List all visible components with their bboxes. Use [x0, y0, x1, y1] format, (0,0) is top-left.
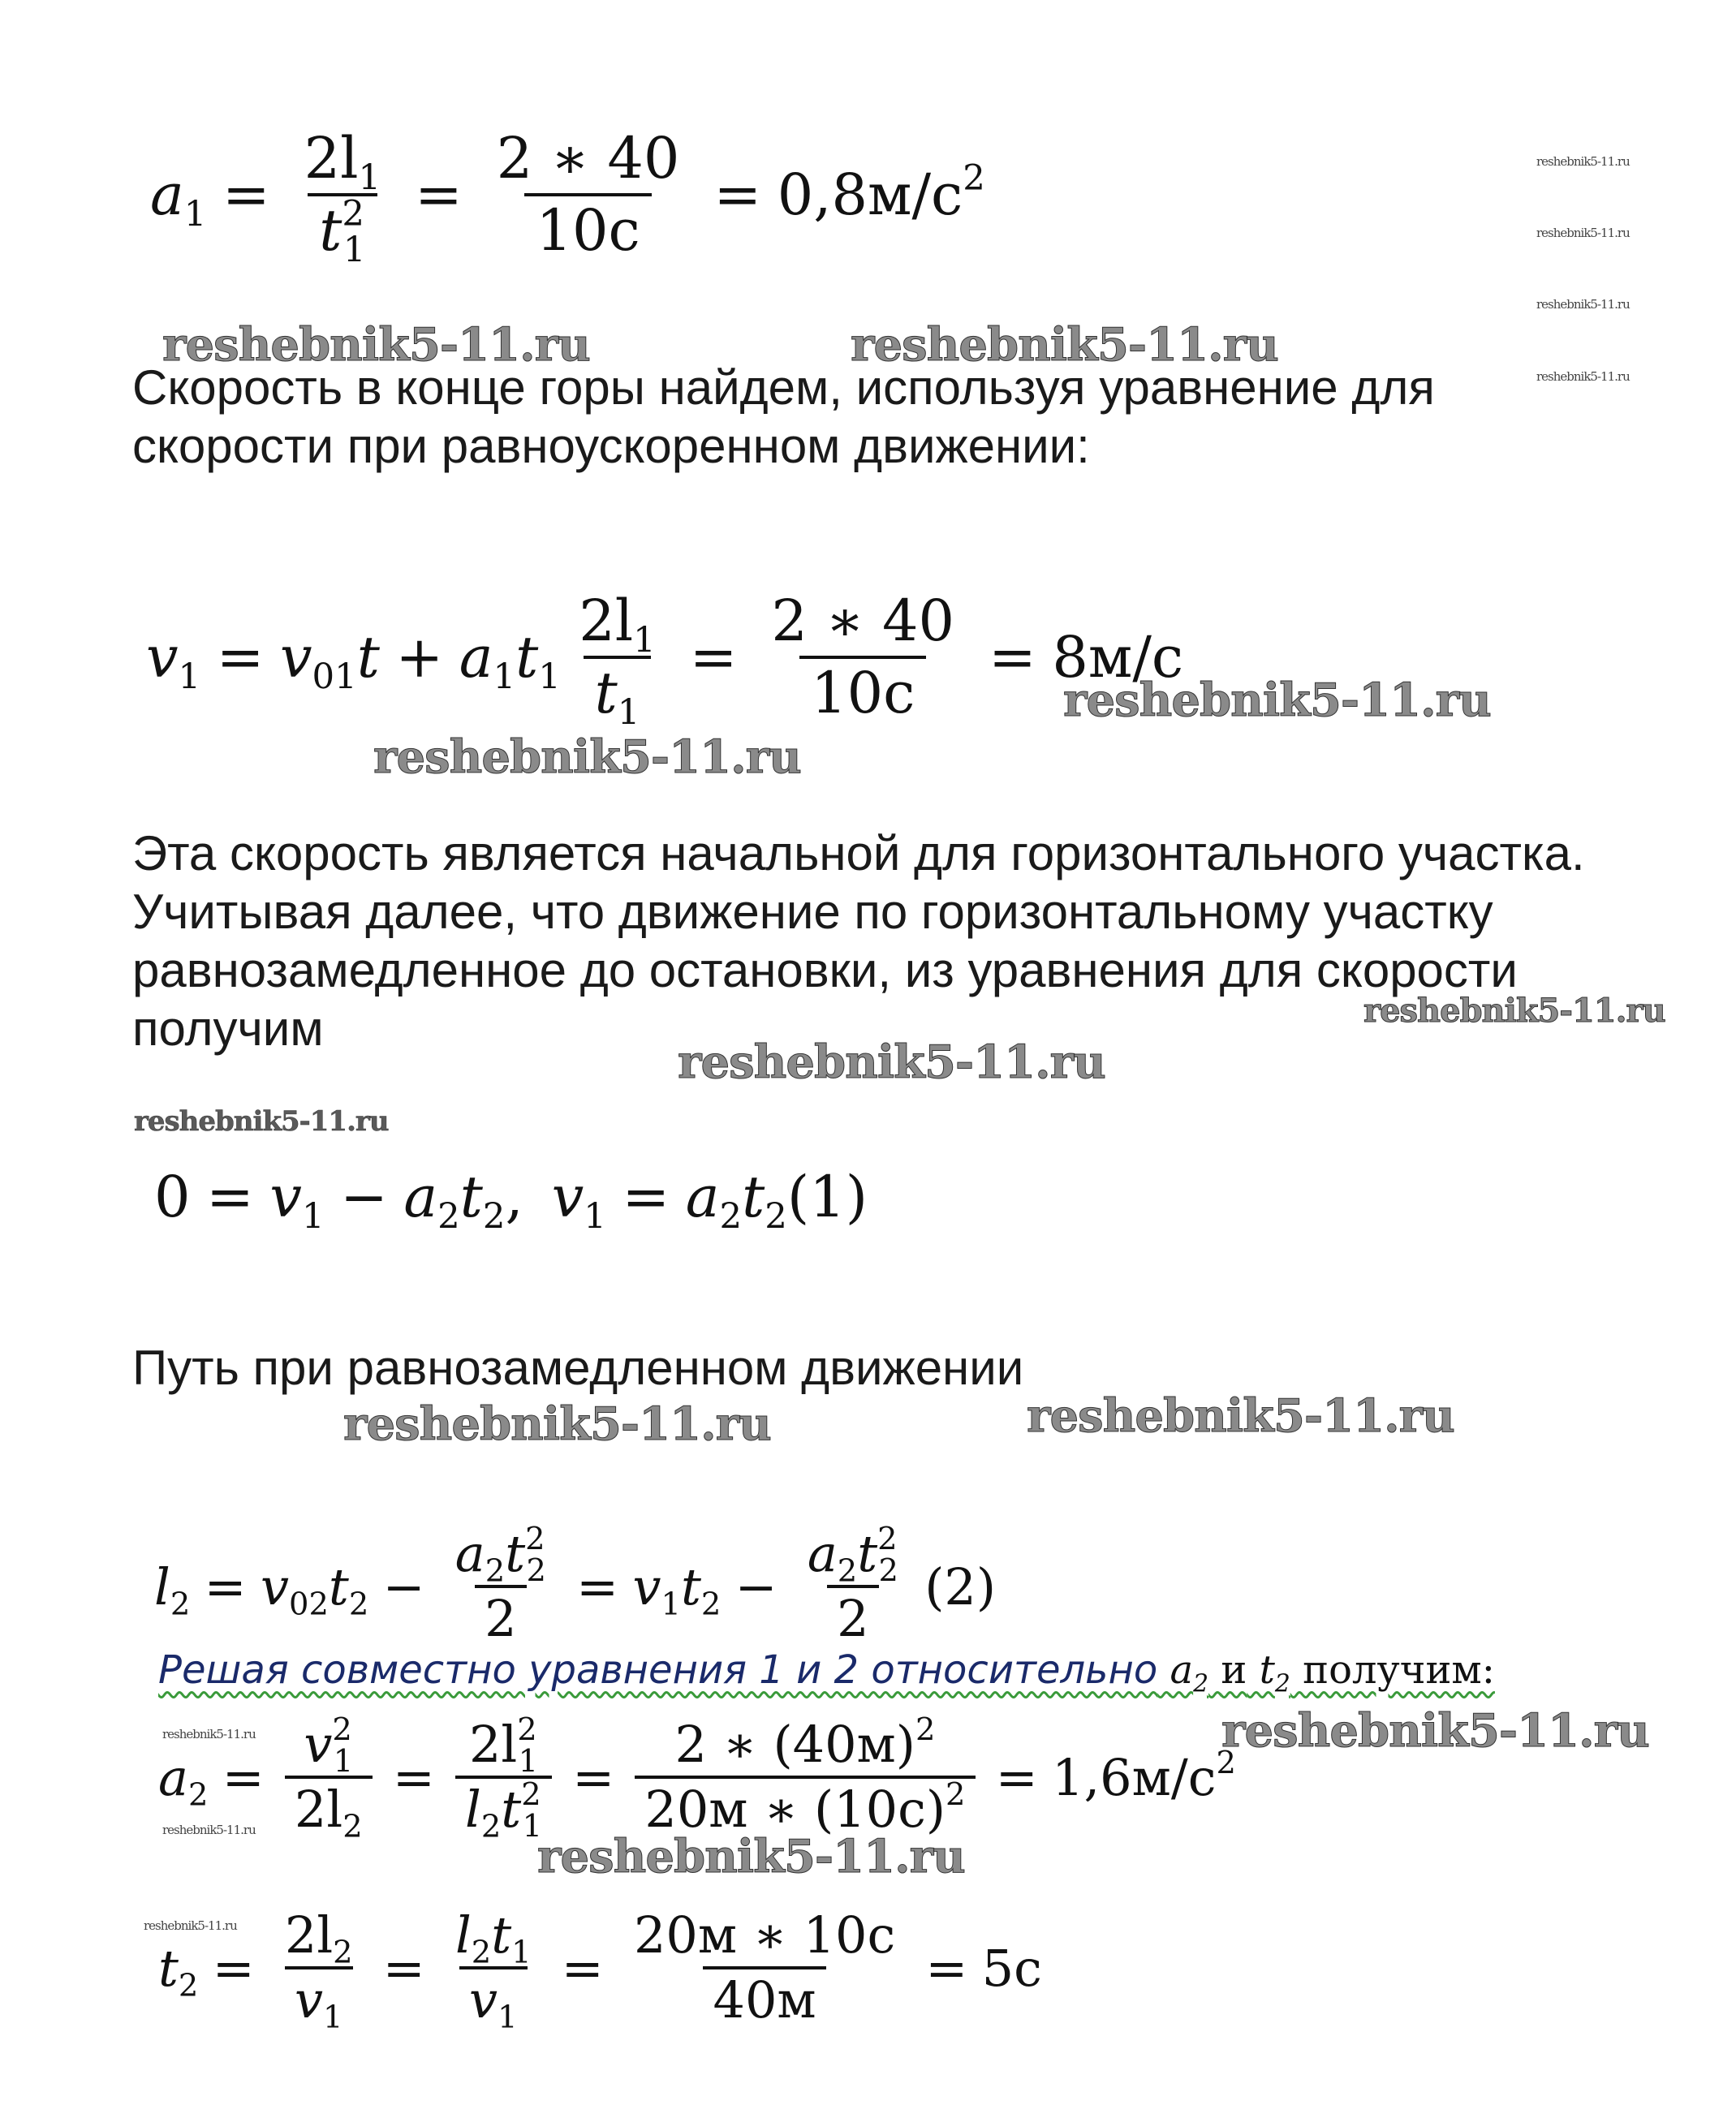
watermark-14: reshebnik5-11.ru [144, 1918, 237, 1933]
paragraph-2-line-1: Эта скорость является начальной для горизонтального участка. [132, 826, 1585, 880]
equation-v1: $v_1$ = $v_{01}t$ + $a_1t_1$ $\frac{2l_1}{t_1}$ = $\frac{2 ∗ 40}{10c}$ = 8м/c [146, 587, 1184, 734]
watermark-tiny-4: reshebnik5-11.ru [1536, 369, 1630, 384]
paragraph-2-line-3: равнозамедленное до остановки, из уравнения для скорости [132, 943, 1518, 997]
watermark-2: reshebnik5-11.ru [851, 318, 1278, 372]
watermark-3: reshebnik5-11.ru [1063, 674, 1491, 727]
watermark-5: reshebnik5-11.ru [1363, 992, 1665, 1030]
paragraph-4: Решая совместно уравнения 1 и 2 относительно $a_2$ и $t_2$ получим: [158, 1647, 1495, 1698]
paragraph-2-line-4: получим [132, 1001, 324, 1056]
paragraph-3-line-1: Путь при равнозамедленном движении [132, 1341, 1024, 1395]
watermark-13: reshebnik5-11.ru [537, 1830, 965, 1883]
watermark-tiny-3: reshebnik5-11.ru [1536, 297, 1630, 312]
equation-t2: $t_2$ = $\frac{2l_2}{v_1}$ = $\frac{l_2t_1}{v_1}$ = $\frac{20м ∗ 10с}{40м}$ = 5с [158, 1905, 1042, 2036]
watermark-1: reshebnik5-11.ru [162, 318, 590, 372]
watermark-7: reshebnik5-11.ru [134, 1105, 389, 1138]
watermark-tiny-1: reshebnik5-11.ru [1536, 154, 1630, 169]
equation-a2: $a_2$ = $\frac{v^2_1}{2l_2}$ = $\frac{2l^2_1}{l_2t^2_1}$ = $\frac{2 ∗ (40м)^2}{20м ∗ (10с)^2}$ = $1,6м/с^2$ [158, 1711, 1236, 1845]
watermark-tiny-2: reshebnik5-11.ru [1536, 226, 1630, 240]
watermark-12: reshebnik5-11.ru [162, 1823, 256, 1837]
equation-a1: $a_1$ = $\frac{2l_1}{t^2_1}$ = $\frac{2 ∗ 40}{10c}$ = $0,8м/с^2$ [150, 124, 985, 271]
watermark-4: reshebnik5-11.ru [373, 730, 801, 784]
watermark-6: reshebnik5-11.ru [678, 1035, 1105, 1089]
paragraph-1-line-1: Скорость в конце горы найдем, используя уравнение для [132, 360, 1435, 415]
equation-zero: 0 = $v_1$ − $a_2t_2$ , $v_1$ = $a_2t_2(1)$ [154, 1164, 868, 1237]
watermark-8: reshebnik5-11.ru [343, 1397, 771, 1451]
watermark-9: reshebnik5-11.ru [1027, 1389, 1454, 1443]
paragraph-1-line-2: скорости при равноускоренном движении: [132, 419, 1090, 473]
equation-l2: $l_2$ = $v_{02}t_2$ − $\frac{a_2t^2_2}{2}$ = $v_1t_2$ − $\frac{a_2t^2_2}{2}$ (2) [154, 1521, 997, 1648]
watermark-10: reshebnik5-11.ru [162, 1727, 256, 1741]
watermark-11: reshebnik5-11.ru [1221, 1704, 1649, 1758]
paragraph-2-line-2: Учитывая далее, что движение по горизонтальному участку [132, 885, 1493, 939]
